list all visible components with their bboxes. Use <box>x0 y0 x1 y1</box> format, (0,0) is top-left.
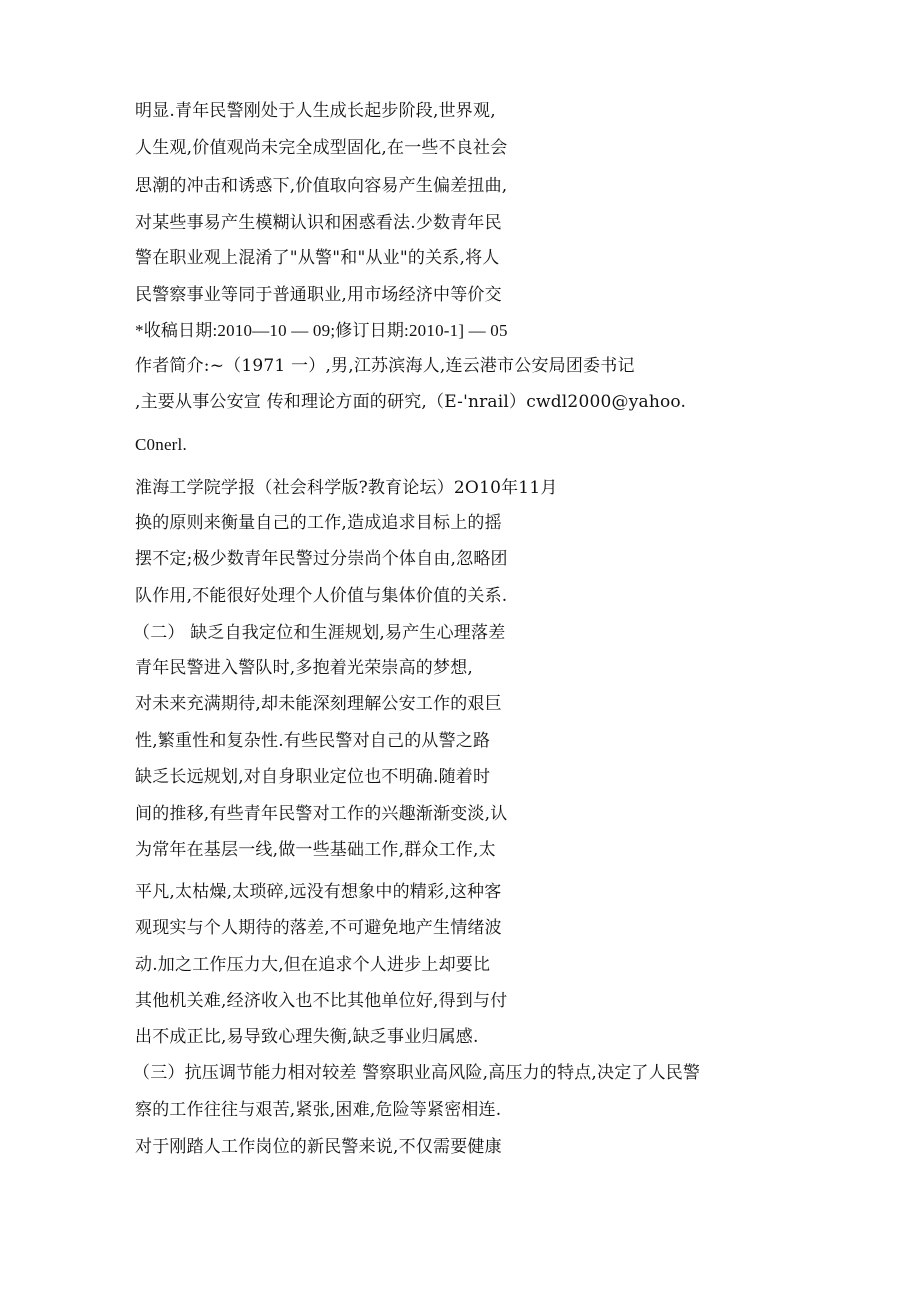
text-line: 缺乏长远规划,对自身职业定位也不明确.随着时 <box>135 767 491 787</box>
text-line: 为常年在基层一线,做一些基础工作,群众工作,太 <box>135 840 496 860</box>
text-line: 明显.青年民警刚处于人生成长起步阶段,世界观, <box>135 101 496 121</box>
text-line: 青年民警进入警队时,多抱着光荣崇高的梦想, <box>135 658 474 678</box>
text-line: 思潮的冲击和诱惑下,价值取向容易产生偏差扭曲, <box>135 176 508 196</box>
text-line: 其他机关难,经济收入也不比其他单位好,得到与付 <box>135 991 508 1011</box>
section-heading-2: （二） 缺乏自我定位和生涯规划,易产生心理落差 <box>133 623 506 643</box>
text-line: 对未来充满期待,却未能深刻理解公安工作的艰巨 <box>135 694 502 714</box>
text-line: 出不成正比,易导致心理失衡,缺乏事业归属感. <box>135 1027 479 1047</box>
running-header: 淮海工学院学报（社会科学版?教育论坛）2O10年11月 <box>135 478 558 498</box>
section-heading-3: （三）抗压调节能力相对较差 警察职业高风险,高压力的特点,决定了人民警 <box>133 1063 701 1083</box>
footnote-research: ,主要从事公安宣 传和理论方面的研究,（E-'nrail）cwdl2000@yahoo. <box>135 392 687 412</box>
footnote-email-end: C0nerl. <box>135 435 187 454</box>
text-line: 性,繁重性和复杂性.有些民警对自己的从警之路 <box>135 731 491 751</box>
text-line: 观现实与个人期待的落差,不可避免地产生情绪波 <box>135 918 502 938</box>
text-line: 间的推移,有些青年民警对工作的兴趣渐渐变淡,认 <box>135 804 508 824</box>
text-line: 警在职业观上混淆了"从警"和"从业"的关系,将人 <box>135 248 500 268</box>
text-line: 对某些事易产生模糊认识和困惑看法.少数青年民 <box>135 213 502 233</box>
text-line: 摆不定;极少数青年民警过分崇尚个体自由,忽略团 <box>135 549 508 569</box>
footnote-author: 作者简介:~（1971 一）,男,江苏滨海人,连云港市公安局团委书记 <box>135 356 635 376</box>
text-line: 人生观,价值观尚未完全成型固化,在一些不良社会 <box>135 138 508 158</box>
text-line: 对于刚踏人工作岗位的新民警来说,不仅需要健康 <box>135 1137 502 1157</box>
text-line: 动.加之工作压力大,但在追求个人进步上却要比 <box>135 955 491 975</box>
text-line: 换的原则来衡量自己的工作,造成追求目标上的摇 <box>135 513 502 533</box>
footnote-dates: *收稿日期:2010—10 — 09;修订日期:2010-1] — 05 <box>135 321 508 340</box>
text-line: 平凡,太枯燥,太琐碎,远没有想象中的精彩,这种客 <box>135 882 502 902</box>
text-line: 队作用,不能很好处理个人价值与集体价值的关系. <box>135 586 508 606</box>
text-line: 察的工作往往与艰苦,紧张,困难,危险等紧密相连. <box>135 1100 502 1120</box>
text-line: 民警察事业等同于普通职业,用市场经济中等价交 <box>135 285 502 305</box>
